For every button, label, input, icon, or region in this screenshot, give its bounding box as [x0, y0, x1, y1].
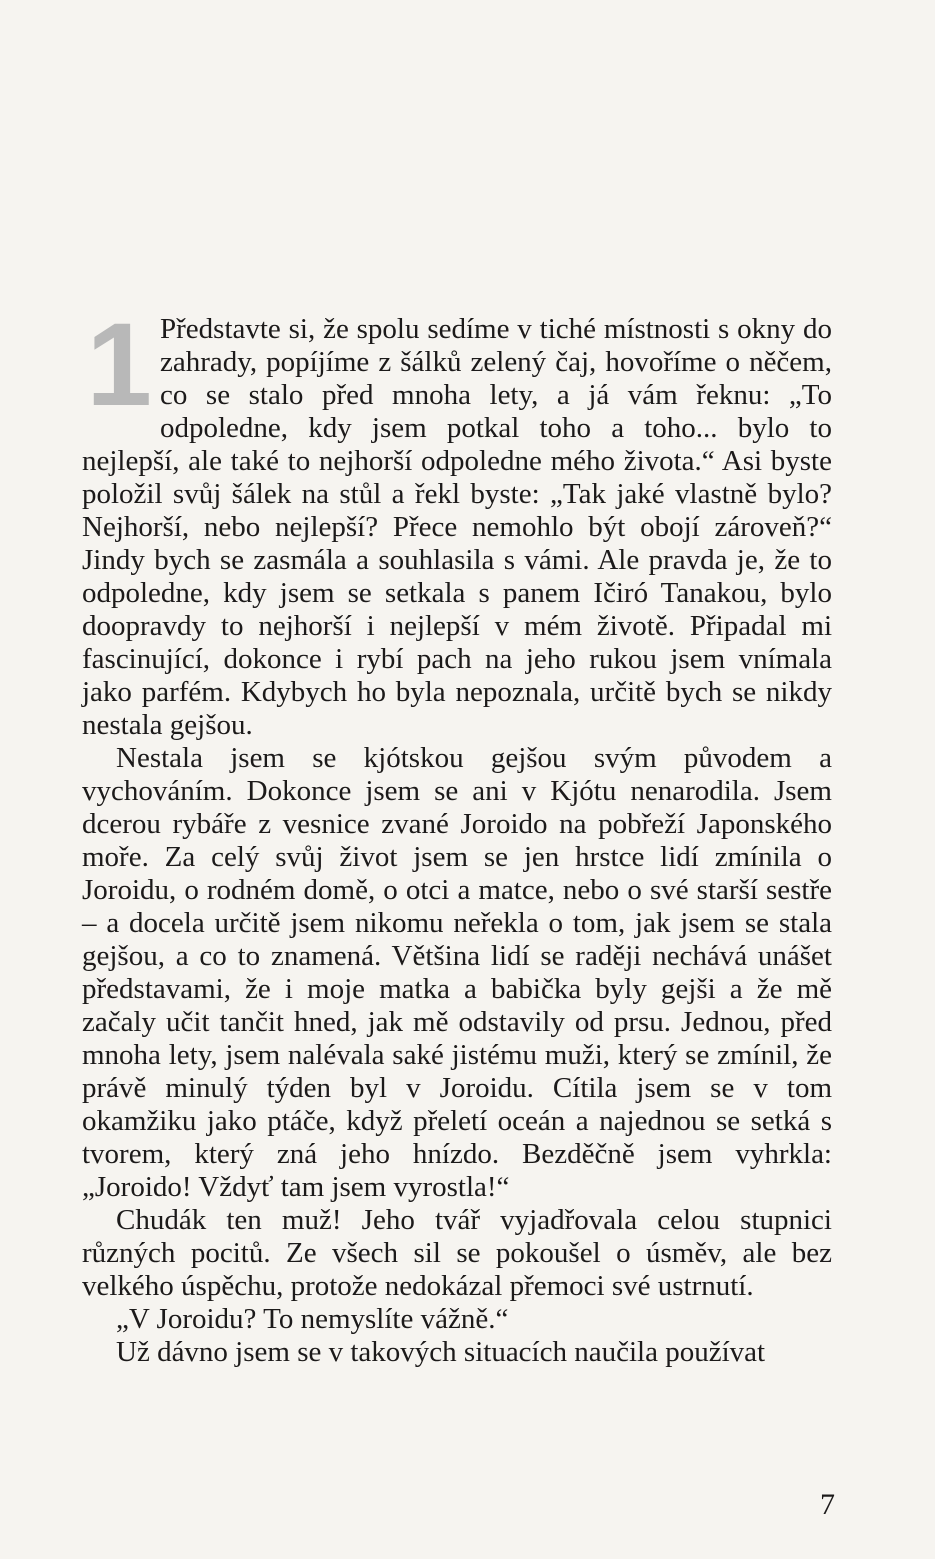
paragraph-2: Nestala jsem se kjótskou gejšou svým původem a vychováním. Dokonce jsem se ani v Kjótu nenarodila. Jsem dcerou rybáře z vesnice zvané Joroido na pobřeží Japonského moře. Za celý svůj život jsem se jen hrstce lidí zmínila o Joroidu, o rodném domě, o otci a matce, nebo o své starší sestře – a docela určitě jsem nikomu neřekla o tom, jak jsem se stala gejšou, a co to znamená. Většina lidí se raději nechává unášet představami, že i moje matka a babička byly gejši a že mě začaly učit tančit hned, jak mě odstavily od prsu. Jednou, před mnoha lety, jsem nalévala saké jistému muži, který se zmínil, že právě minulý týden byl v Joroidu. Cítila jsem se v tom okamžiku jako ptáče, když přeletí oceán a najednou se setká s tvorem, který zná jeho hnízdo. Bezděčně jsem vyhrkla: „Joroido! Vždyť tam jsem vyrostla!“ — [82, 742, 832, 1203]
paragraph-1-text: Představte si, že spolu sedíme v tiché místnosti s okny do zahrady, popíjíme z šálků zelený čaj, hovoříme o něčem, co se stalo před mnoha lety, a já vám řeknu: „To odpoledne, kdy jsem potkal toho a toho... bylo to nejlepší, ale také to nejhorší odpoledne mého života.“ Asi byste položil svůj šálek na stůl a řekl byste: „Tak jaké vlastně bylo? Nejhorší, nebo nejlepší? Přece nemohlo být obojí zároveň?“ Jindy bych se zasmála a souhlasila s vámi. Ale pravda je, že to odpoledne, kdy jsem se setkala s panem Ičiró Tanakou, bylo doopravdy to nejhorší i nejlepší v mém životě. Připadal mi fascinující, dokonce i rybí pach na jeho rukou jsem vnímala jako parfém. Kdybych ho byla nepoznala, určitě bych se nikdy nestala gejšou. — [82, 313, 832, 741]
paragraph-3: Chudák ten muž! Jeho tvář vyjadřovala celou stupnici různých pocitů. Ze všech sil se pokoušel o úsměv, ale bez velkého úspěchu, protože nedokázal přemoci své ustrnutí. — [82, 1204, 832, 1302]
chapter-number-drop-cap: 1 — [82, 317, 148, 413]
paragraph-5: Už dávno jsem se v takových situacích naučila používat — [116, 1336, 766, 1368]
paragraph-4: „V Joroidu? To nemyslíte vážně.“ — [116, 1303, 509, 1335]
chapter-text — [82, 299, 832, 1369]
page-number: 7 — [820, 1488, 835, 1521]
paragraph-1 — [82, 299, 832, 742]
